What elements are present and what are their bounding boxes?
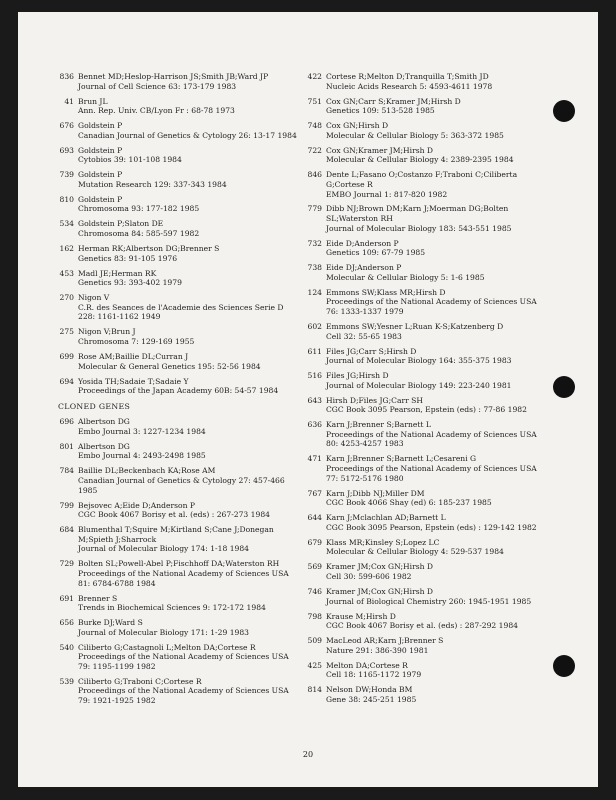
reference-body bbox=[78, 146, 308, 165]
reference-line: Chromosoma 7: 129-169 1955 bbox=[78, 336, 195, 346]
reference-line: Bolten SL;Powell-Abel P;Fischhoff DA;Waterston RH bbox=[78, 559, 280, 569]
reference-line: Chromosoma 93: 177-182 1985 bbox=[78, 204, 200, 214]
reference-line: Eide D;Anderson P bbox=[326, 238, 399, 248]
reference-entry bbox=[306, 562, 566, 581]
reference-line: Brun JL bbox=[78, 96, 108, 106]
reference-number: 679 bbox=[307, 537, 322, 547]
reference-entry bbox=[306, 489, 566, 508]
reference-line: Burke DJ;Ward S bbox=[78, 618, 143, 628]
reference-body bbox=[78, 559, 308, 588]
reference-entry bbox=[306, 420, 566, 449]
reference-body bbox=[326, 72, 566, 91]
reference-number: 471 bbox=[307, 454, 322, 464]
reference-number: 696 bbox=[59, 417, 74, 427]
reference-number: 738 bbox=[307, 263, 322, 273]
reference-body bbox=[78, 244, 308, 263]
reference-line: Bejsovec A;Eide D;Anderson P bbox=[78, 500, 196, 510]
reference-body bbox=[326, 97, 566, 116]
right-entries bbox=[306, 72, 566, 704]
reference-entry bbox=[306, 347, 566, 366]
reference-line: Emmons SW;Yesner L;Ruan K-S;Katzenberg D bbox=[326, 321, 504, 331]
reference-entry bbox=[58, 442, 308, 461]
reference-body bbox=[78, 219, 308, 238]
page-number: 20 bbox=[302, 750, 314, 759]
reference-line: Dibb NJ;Brown DM;Karn J;Moerman DG;Bolten bbox=[326, 204, 509, 214]
reference-entry bbox=[306, 587, 566, 606]
reference-line: Molecular & Cellular Biology 5: 363-372 1985 bbox=[326, 130, 504, 140]
reference-body bbox=[326, 146, 566, 165]
reference-line: Emmons SW;Klass MR;Hirsh D bbox=[326, 287, 446, 297]
reference-body bbox=[326, 587, 566, 606]
reference-number: 611 bbox=[307, 346, 322, 356]
reference-line: Genetics 93: 393-402 1979 bbox=[78, 278, 182, 288]
reference-line: C.R. des Seances de l'Academie des Sciences Serie D bbox=[78, 302, 284, 312]
reference-line: Proceedings of the National Academy of Sciences USA bbox=[78, 652, 289, 662]
reference-number: 693 bbox=[59, 145, 74, 155]
reference-line: Molecular & Cellular Biology 4: 2389-2395 1984 bbox=[326, 155, 514, 165]
reference-number: 814 bbox=[307, 685, 322, 695]
reference-number: 798 bbox=[307, 611, 322, 621]
reference-body bbox=[326, 288, 566, 317]
reference-line: Goldstein P bbox=[78, 194, 123, 204]
reference-line: Eide DJ;Anderson P bbox=[326, 263, 402, 273]
reference-line: G;Cortese R bbox=[326, 179, 373, 189]
reference-body bbox=[78, 442, 308, 461]
reference-number: 676 bbox=[59, 121, 74, 131]
reference-line: Journal of Molecular Biology 174: 1-18 1984 bbox=[78, 544, 250, 554]
reference-entry bbox=[58, 559, 308, 588]
reference-number: 516 bbox=[307, 371, 322, 381]
reference-entry bbox=[58, 594, 308, 613]
reference-number: 534 bbox=[59, 219, 74, 229]
reference-line: Proceedings of the National Academy of Sciences USA bbox=[78, 686, 289, 696]
reference-body bbox=[78, 417, 308, 436]
reference-line: 76: 1333-1337 1979 bbox=[326, 307, 404, 316]
reference-body bbox=[78, 327, 308, 346]
reference-entry bbox=[58, 269, 308, 288]
reference-line: 81: 6784-6788 1984 bbox=[78, 578, 156, 588]
reference-entry bbox=[306, 121, 566, 140]
reference-line: Goldstein P bbox=[78, 145, 123, 155]
reference-number: 732 bbox=[307, 238, 322, 248]
reference-number: 636 bbox=[307, 420, 322, 430]
reference-number: 694 bbox=[59, 376, 74, 386]
reference-line: 1985 bbox=[78, 485, 98, 495]
reference-entry bbox=[306, 322, 566, 341]
reference-line: Brenner S bbox=[78, 593, 118, 603]
reference-line: Proceedings of the National Academy of Sciences USA bbox=[326, 429, 537, 439]
reference-number: 836 bbox=[59, 72, 74, 81]
reference-body bbox=[326, 371, 566, 390]
reference-entry bbox=[306, 239, 566, 258]
reference-line: Karn J;Brenner S;Barnett L bbox=[326, 420, 431, 430]
reference-body bbox=[78, 618, 308, 637]
reference-line: MacLeod AR;Karn J;Brenner S bbox=[326, 636, 444, 646]
reference-line: Albertson DG bbox=[78, 417, 130, 427]
reference-line: Cox GN;Hirsh D bbox=[326, 121, 389, 131]
reference-entry bbox=[58, 170, 308, 189]
reference-entry bbox=[306, 685, 566, 704]
left-column bbox=[58, 72, 308, 711]
reference-line: 80: 4253-4257 1983 bbox=[326, 439, 404, 449]
reference-number: 453 bbox=[59, 268, 74, 278]
reference-line: Trends in Biochemical Sciences 9: 172-172 1984 bbox=[78, 603, 266, 613]
reference-line: Dente L;Fasano O;Costanzo F;Traboni C;Ciliberta bbox=[326, 170, 518, 180]
reference-body bbox=[78, 594, 308, 613]
reference-entry bbox=[58, 525, 308, 554]
reference-line: Molecular & Cellular Biology 5: 1-6 1985 bbox=[326, 272, 485, 282]
reference-entry bbox=[306, 636, 566, 655]
reference-line: CGC Book 4067 Borisy et al. (eds) : 267-273 1984 bbox=[78, 510, 270, 520]
reference-line: Cytobios 39: 101-108 1984 bbox=[78, 155, 182, 165]
reference-number: 643 bbox=[307, 395, 322, 405]
reference-entry bbox=[306, 263, 566, 282]
reference-line: Nigon V bbox=[78, 293, 110, 303]
reference-body bbox=[78, 269, 308, 288]
reference-line: Journal of Cell Science 63: 173-179 1983 bbox=[78, 81, 237, 91]
reference-line: Chromosoma 84: 585-597 1982 bbox=[78, 229, 200, 239]
reference-body bbox=[326, 204, 566, 233]
reference-body bbox=[78, 293, 308, 322]
reference-entry bbox=[58, 244, 308, 263]
reference-body bbox=[78, 97, 308, 116]
reference-line: Ann. Rep. Univ. CB/Lyon Fr : 68-78 1973 bbox=[78, 106, 235, 116]
reference-line: Hirsh D;Files JG;Carr SH bbox=[326, 395, 423, 405]
reference-line: Blumenthal T;Squire M;Kirtland S;Cane J;Donegan bbox=[78, 525, 274, 535]
reference-line: Genetics 109: 67-79 1985 bbox=[326, 248, 426, 258]
reference-body bbox=[78, 643, 308, 672]
reference-number: 748 bbox=[307, 121, 322, 131]
reference-line: Journal of Molecular Biology 149: 223-240 1981 bbox=[326, 380, 512, 390]
reference-line: Journal of Molecular Biology 164: 355-375 1983 bbox=[326, 356, 512, 366]
reference-line: Cell 32: 55-65 1983 bbox=[326, 331, 402, 341]
reference-number: 739 bbox=[59, 170, 74, 180]
reference-line: CGC Book 4066 Shay (ed) 6: 185-237 1985 bbox=[326, 498, 492, 508]
reference-number: 684 bbox=[59, 525, 74, 535]
reference-body bbox=[326, 170, 566, 199]
reference-body bbox=[326, 538, 566, 557]
reference-body bbox=[78, 72, 308, 91]
reference-line: Genetics 109: 513-528 1985 bbox=[326, 106, 435, 116]
reference-line: Gene 38: 245-251 1985 bbox=[326, 694, 417, 704]
reference-line: Canadian Journal of Genetics & Cytology 26: 13-17 1984 bbox=[78, 130, 297, 140]
reference-entry bbox=[306, 97, 566, 116]
reference-body bbox=[326, 347, 566, 366]
reference-body bbox=[78, 195, 308, 214]
reference-number: 425 bbox=[307, 660, 322, 670]
reference-number: 810 bbox=[59, 194, 74, 204]
reference-entry bbox=[306, 371, 566, 390]
left-entries-top bbox=[58, 72, 308, 396]
reference-line: Proceedings of the National Academy of Sciences USA bbox=[78, 568, 289, 578]
reference-entry bbox=[306, 170, 566, 199]
reference-line: Cell 30: 599-606 1982 bbox=[326, 571, 412, 581]
reference-line: Karn J;Dibb NJ;Miller DM bbox=[326, 488, 425, 498]
reference-line: Files JG;Carr S;Hirsh D bbox=[326, 346, 417, 356]
reference-body bbox=[326, 562, 566, 581]
reference-line: Cell 18: 1165-1172 1979 bbox=[326, 670, 422, 680]
reference-number: 691 bbox=[59, 593, 74, 603]
reference-number: 801 bbox=[59, 441, 74, 451]
reference-entry bbox=[306, 396, 566, 415]
reference-line: 79: 1195-1199 1982 bbox=[78, 661, 156, 671]
reference-line: Cox GN;Carr S;Kramer JM;Hirsh D bbox=[326, 96, 461, 106]
reference-line: Kramer JM;Cox GN;Hirsh D bbox=[326, 586, 433, 596]
reference-number: 722 bbox=[307, 145, 322, 155]
reference-line: Mutation Research 129: 337-343 1984 bbox=[78, 179, 227, 189]
reference-number: 124 bbox=[307, 287, 322, 297]
reference-number: 767 bbox=[307, 488, 322, 498]
reference-line: Rose AM;Baillie DL;Curran J bbox=[78, 351, 189, 361]
reference-line: Krause M;Hirsh D bbox=[326, 611, 396, 621]
reference-line: Karn J;Brenner S;Barnett L;Cesareni G bbox=[326, 454, 477, 464]
reference-entry bbox=[306, 288, 566, 317]
reference-line: Goldstein P bbox=[78, 121, 123, 131]
reference-number: 746 bbox=[307, 586, 322, 596]
reference-line: Klass MR;Kinsley S;Lopez LC bbox=[326, 537, 440, 547]
reference-line: 77: 5172-5176 1980 bbox=[326, 473, 404, 483]
reference-line: Proceedings of the National Academy of Sciences USA bbox=[326, 464, 537, 474]
reference-entry bbox=[58, 195, 308, 214]
reference-number: 784 bbox=[59, 466, 74, 476]
reference-body bbox=[78, 377, 308, 396]
left-entries-bottom bbox=[58, 417, 308, 705]
reference-line: Cortese R;Melton D;Tranquilla T;Smith JD bbox=[326, 72, 489, 81]
reference-number: 799 bbox=[59, 500, 74, 510]
reference-body bbox=[326, 121, 566, 140]
reference-line: Cox GN;Kramer JM;Hirsh D bbox=[326, 145, 433, 155]
reference-body bbox=[326, 396, 566, 415]
reference-entry bbox=[58, 417, 308, 436]
reference-number: 602 bbox=[307, 321, 322, 331]
reference-number: 644 bbox=[307, 513, 322, 523]
reference-number: 751 bbox=[307, 96, 322, 106]
reference-number: 699 bbox=[59, 351, 74, 361]
reference-line: Embo Journal 3: 1227-1234 1984 bbox=[78, 426, 206, 436]
reference-line: Bennet MD;Heslop-Harrison JS;Smith JB;Ward JP bbox=[78, 72, 269, 81]
reference-line: Proceedings of the Japan Academy 60B: 54-57 1984 bbox=[78, 386, 279, 396]
reference-line: Journal of Molecular Biology 183: 543-551 1985 bbox=[326, 223, 512, 233]
reference-entry bbox=[58, 377, 308, 396]
reference-entry bbox=[58, 293, 308, 322]
reference-line: Melton DA;Cortese R bbox=[326, 660, 408, 670]
reference-line: Proceedings of the National Academy of Sciences USA bbox=[326, 297, 537, 307]
reference-number: 275 bbox=[59, 327, 74, 337]
reference-body bbox=[78, 677, 308, 706]
reference-number: 539 bbox=[59, 676, 74, 686]
reference-line: Madl JE;Herman RK bbox=[78, 268, 157, 278]
reference-number: 846 bbox=[307, 170, 322, 180]
reference-body bbox=[78, 170, 308, 189]
reference-line: Journal of Biological Chemistry 260: 1945-1951 1985 bbox=[326, 596, 532, 606]
reference-line: 79: 1921-1925 1982 bbox=[78, 696, 156, 706]
reference-line: Nigon V;Brun J bbox=[78, 327, 136, 337]
reference-line: Herman RK;Albertson DG;Brenner S bbox=[78, 244, 220, 254]
section-heading: CLONED GENES bbox=[58, 401, 131, 411]
reference-line: 228: 1161-1162 1949 bbox=[78, 312, 161, 322]
reference-line: Embo Journal 4: 2493-2498 1985 bbox=[78, 451, 206, 461]
reference-body bbox=[78, 466, 308, 495]
reference-number: 41 bbox=[64, 96, 74, 106]
reference-body bbox=[78, 121, 308, 140]
reference-body bbox=[78, 352, 308, 371]
reference-line: Canadian Journal of Genetics & Cytology 27: 457-466 bbox=[78, 476, 285, 486]
reference-entry bbox=[58, 72, 308, 91]
reference-body bbox=[78, 501, 308, 520]
reference-entry bbox=[306, 146, 566, 165]
reference-entry bbox=[306, 661, 566, 680]
right-column bbox=[306, 72, 566, 710]
reference-line: Kramer JM;Cox GN;Hirsh D bbox=[326, 562, 433, 572]
reference-line: Molecular & Cellular Biology 4: 529-537 1984 bbox=[326, 547, 504, 557]
reference-body bbox=[326, 636, 566, 655]
reference-line: Molecular & General Genetics 195: 52-56 1984 bbox=[78, 361, 261, 371]
reference-entry bbox=[58, 219, 308, 238]
reference-entry bbox=[306, 72, 566, 91]
reference-entry bbox=[58, 121, 308, 140]
reference-body bbox=[326, 454, 566, 483]
reference-line: Karn J;Mclachlan AD;Barnett L bbox=[326, 513, 446, 523]
reference-line: Albertson DG bbox=[78, 441, 130, 451]
reference-entry bbox=[58, 352, 308, 371]
reference-number: 569 bbox=[307, 562, 322, 572]
reference-entry bbox=[306, 612, 566, 631]
reference-number: 509 bbox=[307, 636, 322, 646]
document-page bbox=[18, 12, 598, 787]
reference-line: Nucleic Acids Research 5: 4593-4611 1978 bbox=[326, 81, 493, 91]
reference-entry bbox=[58, 466, 308, 495]
reference-line: Goldstein P;Slaton DE bbox=[78, 219, 164, 229]
reference-body bbox=[326, 685, 566, 704]
reference-line: Nelson DW;Honda BM bbox=[326, 685, 413, 695]
reference-body bbox=[326, 612, 566, 631]
reference-body bbox=[326, 239, 566, 258]
reference-number: 729 bbox=[59, 559, 74, 569]
reference-number: 422 bbox=[307, 72, 322, 81]
reference-body bbox=[326, 513, 566, 532]
reference-line: Genetics 83: 91-105 1976 bbox=[78, 253, 178, 263]
reference-line: CGC Book 4067 Borisy et al. (eds) : 287-292 1984 bbox=[326, 621, 518, 631]
reference-line: Yosida TH;Sadaie T;Sadaie Y bbox=[78, 376, 189, 386]
reference-entry bbox=[58, 677, 308, 706]
reference-body bbox=[326, 661, 566, 680]
reference-entry bbox=[306, 513, 566, 532]
reference-line: Goldstein P bbox=[78, 170, 123, 180]
reference-entry bbox=[58, 501, 308, 520]
reference-entry bbox=[58, 618, 308, 637]
reference-line: SL;Waterston RH bbox=[326, 214, 393, 224]
reference-line: Ciliberto G;Traboni C;Cortese R bbox=[78, 676, 202, 686]
reference-entry bbox=[306, 454, 566, 483]
reference-number: 779 bbox=[307, 204, 322, 214]
reference-body bbox=[326, 263, 566, 282]
reference-line: CGC Book 3095 Pearson, Epstein (eds) : 129-142 1982 bbox=[326, 522, 537, 532]
reference-entry bbox=[58, 146, 308, 165]
reference-number: 162 bbox=[59, 244, 74, 254]
reference-entry bbox=[306, 204, 566, 233]
reference-entry bbox=[58, 643, 308, 672]
reference-number: 540 bbox=[59, 642, 74, 652]
reference-body bbox=[326, 420, 566, 449]
reference-line: Nature 291: 386-390 1981 bbox=[326, 645, 429, 655]
reference-body bbox=[78, 525, 308, 554]
reference-line: Ciliberto G;Castagnoli L;Melton DA;Cortese R bbox=[78, 642, 256, 652]
reference-body bbox=[326, 489, 566, 508]
reference-line: M;Spieth J;Sharrock bbox=[78, 534, 157, 544]
reference-entry bbox=[306, 538, 566, 557]
reference-line: CGC Book 3095 Pearson, Epstein (eds) : 77-86 1982 bbox=[326, 405, 527, 415]
reference-entry bbox=[58, 97, 308, 116]
reference-number: 270 bbox=[59, 293, 74, 303]
reference-body bbox=[326, 322, 566, 341]
reference-line: Files JG;Hirsh D bbox=[326, 371, 389, 381]
reference-number: 656 bbox=[59, 618, 74, 628]
reference-line: Baillie DL;Beckenbach KA;Rose AM bbox=[78, 466, 216, 476]
reference-entry bbox=[58, 327, 308, 346]
reference-line: Journal of Molecular Biology 171: 1-29 1983 bbox=[78, 627, 250, 637]
reference-line: EMBO Journal 1: 817-820 1982 bbox=[326, 189, 448, 199]
